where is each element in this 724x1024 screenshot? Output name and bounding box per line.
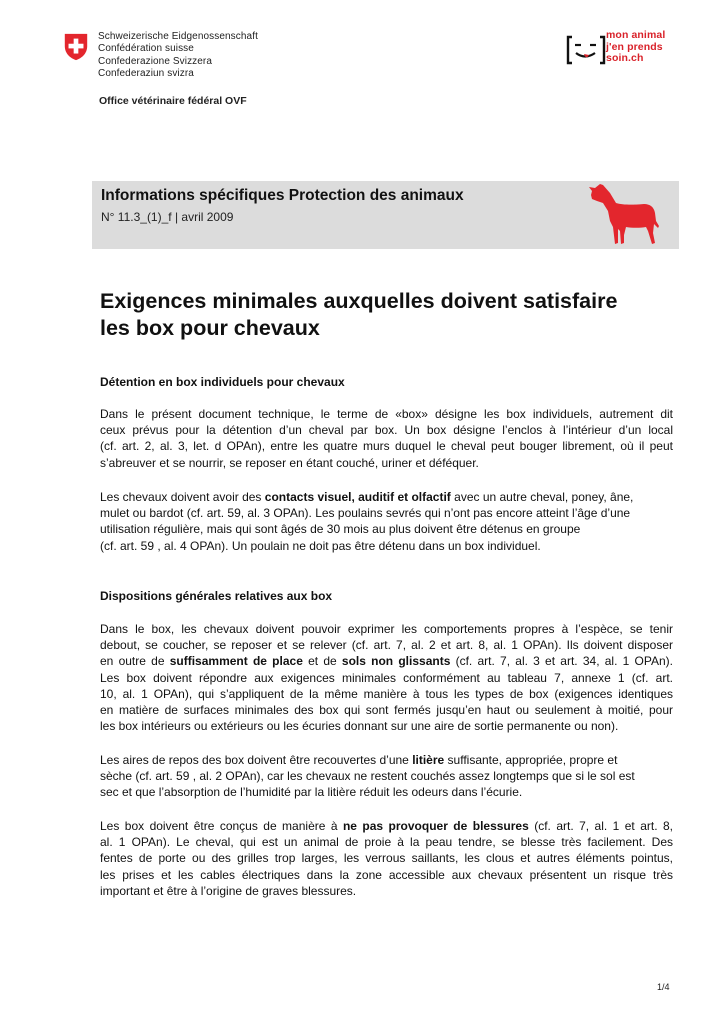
pet-face-icon: [566, 34, 606, 66]
document-title-line: Exigences minimales auxquelles doivent satisfaire: [100, 289, 618, 313]
text-run: Les chevaux doivent avoir des: [100, 490, 265, 504]
text-run: Les aires de repos des box doivent être recouvertes d’une: [100, 753, 413, 767]
info-banner: [92, 181, 679, 249]
section-heading: Détention en box individuels pour chevaux: [100, 375, 345, 389]
paragraph-line: Les box doivent répondre aux exigences minimales conformément au tableau 7, annexe 1 (cf. art.: [100, 670, 673, 685]
paragraph-line: les box intérieurs ou extérieurs ou les écuries donnant sur une aire de sortie permanente ou non).: [100, 719, 619, 734]
paragraph-line: utilisation régulière, mais qui sont âgés de 30 mois au plus doivent être détenus en groupe: [100, 522, 581, 537]
banner-reference: N° 11.3_(1)_f | avril 2009: [101, 210, 234, 224]
paragraph-line: important et être à l’origine de graves blessures.: [100, 883, 357, 898]
text-run: avec un autre cheval, poney, âne,: [450, 490, 634, 504]
text-run: et de: [302, 654, 342, 669]
confederation-line: Confederaziun svizra: [98, 67, 194, 79]
section-heading: Dispositions générales relatives aux box: [100, 589, 333, 603]
paragraph-line: en matière de surfaces minimales des box qui sont fermés jusqu’en haut ou seulement à moitié, pour: [100, 703, 673, 718]
paragraph-line: mulet ou bardot (cf. art. 59, al. 3 OPAn). Les poulains sevrés qui n’ont pas encore atteint l’âge d’une: [100, 506, 631, 521]
confederation-line: Confédération suisse: [98, 43, 194, 55]
campaign-logo-line: j'en prends: [606, 40, 663, 53]
document-title-line: les box pour chevaux: [100, 316, 320, 340]
confederation-line: Confederazione Svizzera: [98, 55, 213, 67]
horse-icon: [586, 181, 666, 249]
paragraph-line: Dans le présent document technique, le terme de «box» désigne les box individuels, autrement dit: [100, 407, 673, 421]
paragraph-line: sèche (cf. art. 59 , al. 2 OPAn), car les chevaux ne restent couchés assez longtemps que si le sol est: [100, 769, 635, 784]
text-run: (cf. art. 7, al. 1 et art. 8,: [528, 819, 673, 833]
paragraph: [100, 406, 673, 471]
text-run: en outre de: [100, 654, 170, 669]
paragraph-line: les prises et les cables électriques dans la zone accessible aux chevaux présentent un risque très: [100, 867, 673, 882]
campaign-logo-text: [606, 30, 665, 65]
bold-text: litière: [412, 753, 445, 767]
paragraph-line: [100, 752, 673, 768]
page-number: 1/4: [657, 982, 670, 992]
bold-text: sols non glissants: [341, 654, 451, 669]
paragraph: [100, 752, 673, 801]
text-run: Les box doivent être conçus de manière à: [100, 819, 343, 833]
confederation-names: [98, 31, 258, 80]
paragraph-line: ceux prévus pour la détention d’un cheval par box. Un box désigne l’enclos à l’intérieur d’un local: [100, 423, 673, 438]
text-run: (cf. art. 7, al. 3 et art. 34, al. 1 OPAn).: [450, 654, 673, 669]
campaign-logo-line: soin.ch: [606, 52, 644, 64]
paragraph: [100, 818, 673, 899]
paragraph-line: debout, se coucher, se reposer et se relever (cf. art. 7, al. 2 et art. 8, al. 1 OPAn). Ils doivent disposer: [100, 638, 673, 653]
campaign-logo-line: mon animal: [606, 29, 666, 41]
paragraph-line: (cf. art. 2, al. 3, let. d OPAn), entre les quatre murs duquel le cheval peut bouger librement, où il peut: [100, 439, 673, 454]
paragraph-line: sec et que l’absorption de l’humidité par la litière réduit les odeurs dans l’écurie.: [100, 785, 523, 800]
bold-text: contacts visuel, auditif et olfactif: [264, 490, 451, 504]
bold-text: ne pas provoquer de blessures: [342, 819, 529, 833]
paragraph-line: al. 1 OPAn). Le cheval, qui est un animal de proie à la peau tendre, se blesse très facilement. Des: [100, 835, 673, 850]
paragraph-line: [100, 489, 673, 505]
campaign-logo: [566, 30, 678, 70]
paragraph-line: [100, 653, 673, 669]
paragraph-line: Dans le box, les chevaux doivent pouvoir exprimer les comportements propres à l’espèce, se tenir: [100, 622, 673, 636]
paragraph: [100, 489, 673, 554]
paragraph: [100, 621, 673, 734]
paragraph-line: [100, 818, 673, 834]
paragraph-line: (cf. art. 59 , al. 4 OPAn). Un poulain ne doit pas être détenu dans un box individuel.: [100, 538, 541, 553]
paragraph-line: s’abreuver et se nourrir, se reposer en étant couché, uriner et déféquer.: [100, 455, 479, 470]
bold-text: suffisamment de place: [169, 654, 303, 669]
paragraph-line: fentes de porte ou des grilles trop larges, les verrous saillants, les clous et autres éléments pointus,: [100, 851, 673, 866]
text-run: suffisante, appropriée, propre et: [444, 753, 618, 767]
office-name: Office vétérinaire fédéral OVF: [99, 95, 247, 107]
banner-title: Informations spécifiques Protection des animaux: [101, 187, 464, 204]
swiss-coat-of-arms-icon: [62, 33, 90, 61]
paragraph-line: 10, al. 1 OPAn), qui s’appliquent de la même manière à tous les types de box (exigences identiques: [100, 686, 673, 701]
confederation-line: Schweizerische Eidgenossenschaft: [98, 31, 258, 42]
document-title: [100, 288, 690, 342]
